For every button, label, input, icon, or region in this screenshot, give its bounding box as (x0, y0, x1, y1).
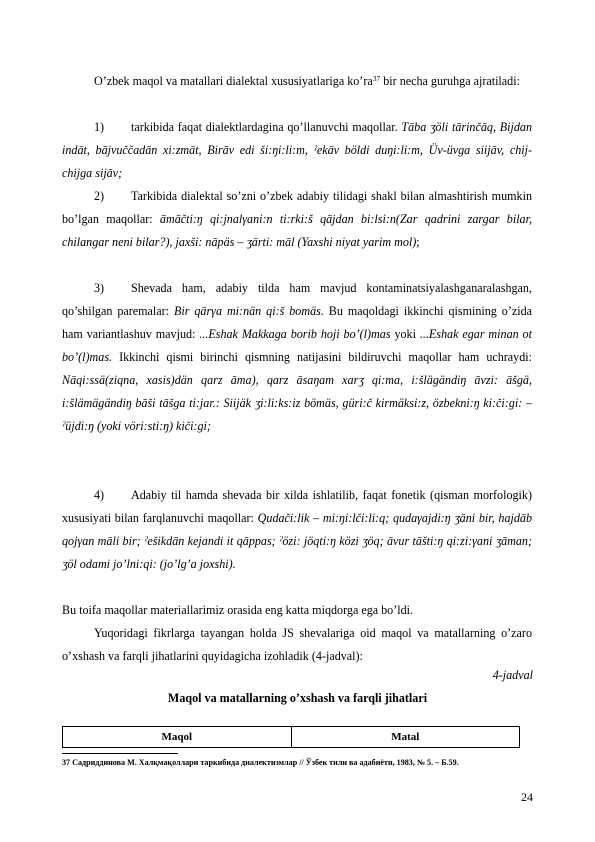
list-item-4 (62, 484, 532, 576)
table-title: Maqol va matallarning o’xshash va farqli jihatlari (167, 691, 428, 705)
footnote: 37 Садриддинова М. Халқмақоллари таркибида диалектизмлар // Ўзбек тили ва адабиёти, 1983, № 5. – Б.59. (62, 758, 459, 767)
footnote-ref[interactable]: 37 (372, 74, 381, 83)
list-item-text-4: Ikkinchi qismi birinchi qismning natijasini bildiruvchi maqollar ham uchraydi: (112, 350, 532, 364)
intro-text-end: bir necha guruhga ajratiladi: (380, 74, 520, 88)
intro-paragraph (62, 70, 532, 93)
intro-text: O’zbek maqol va matallari dialektal xususiyatlariga ko’ra (94, 74, 373, 88)
page-number: 24 (521, 790, 533, 804)
list-item-number: 3) (94, 281, 105, 295)
list-item-text-3: yoki (390, 327, 420, 341)
list-item-text: Adabiy til hamda shevada bir xilda ishlatilib, faqat fonetik (qisman morfologik) xususiyati bilan farqlanuvchi maqollar: (62, 488, 532, 525)
table-label: 4-jadval (492, 668, 533, 682)
list-item-3 (62, 277, 532, 438)
list-item-number: 2) (94, 189, 105, 203)
summary-line: Bu toifa maqollar materiallarimiz orasida eng katta miqdorga ega bo’ldi. (62, 603, 414, 617)
comparison-table (62, 726, 520, 748)
list-item-text: Tarkibida dialektal so’zni o’zbek adabiy tilidagi shakl bilan almashtirish mumkin bo’lgan maqollar: (62, 189, 532, 226)
list-item-number: 1) (94, 120, 105, 134)
list-item-example-1: Bir qārγa mi:nän qi:š bomäs. (173, 304, 324, 318)
list-item-tail: ; (416, 235, 420, 249)
column-header-matal: Matal (291, 727, 520, 748)
list-item-text: tarkibida faqat dialektlardagina qo’llanuvchi maqollar. (131, 120, 402, 134)
list-item-1 (62, 116, 532, 185)
list-item-examples: Tāba ӡöli tārinčāq, Bijdan indāt, bājvuččadān xi:zmāt, Birāv edi ši:ŋi:li:m, ˀekāv böldi duŋi:li:m, Üv-üvga siijāv, chij-chijga sijāv; (62, 120, 532, 180)
column-header-maqol: Maqol (63, 727, 292, 748)
list-item-text: Shevada ham, adabiy tilda ham mavjud kontaminatsiyalashganaralashgan, qo’shilgan paremalar: (62, 281, 532, 318)
list-item-example-4: Nāqi:ssä(ziqna, xasis)dän qarz āma), qarz āsaŋam xarӡ qi:ma, i:šlägändiŋ āvzi: āšgä, i:šlämägändiŋ bāši tāšga ti:jar.: Siijäk ӡi:li:ks:iz bömäs, güri:č kirmäksi:z, özbekni:ŋ ki:či:gi: –ˀüjdi:ŋ (yoki vöri:sti:ŋ) kiči:gi; (62, 373, 532, 433)
list-item-examples: āmāčti:ŋ qi:jnalγani:n ti:rki:š qājdan bi:lsi:n(Zar qadrini zargar bilar, chilangar neni bilar?), jaxši: nāpäs – ӡārti: māl (Yaxshi niyat yarim mol) (62, 212, 532, 249)
list-item-examples: Qudači:lik – mi:ŋi:lči:li:q; qudaγajdi:ŋ ӡāni bir, hajdāb qojγan māli bir; ˀešikdān kejandi it qāppas; ˀözi: jöqti:ŋ közi ӡöq; āvur tāšti:ŋ qi:zi:γani ӡāman; ӡöl odami jo’lni:qi: (jo’lg’a joxshi). (62, 511, 533, 571)
list-item-text-2: Bu maqoldagi ikkinchi qismining o’zida ham variantlashuv mavjud: (62, 304, 532, 341)
body-paragraph: Yuqoridagi fikrlarga tayangan holda JS shevalariga oid maqol va matallarning o’zaro o’xshash va farqli jihatlarini quyidagicha izohladik (4-jadval): (62, 626, 532, 663)
footnote-divider (62, 753, 178, 754)
list-item-number: 4) (94, 488, 105, 502)
list-item-2 (62, 185, 532, 254)
list-item-example-2: ...Eshak Makkaga borib hoji bo’(l)mas (199, 327, 391, 341)
table-header-row (63, 727, 520, 748)
list-item-example-3: ...Eshak egar minan ot bo’(l)mas. (62, 327, 532, 364)
